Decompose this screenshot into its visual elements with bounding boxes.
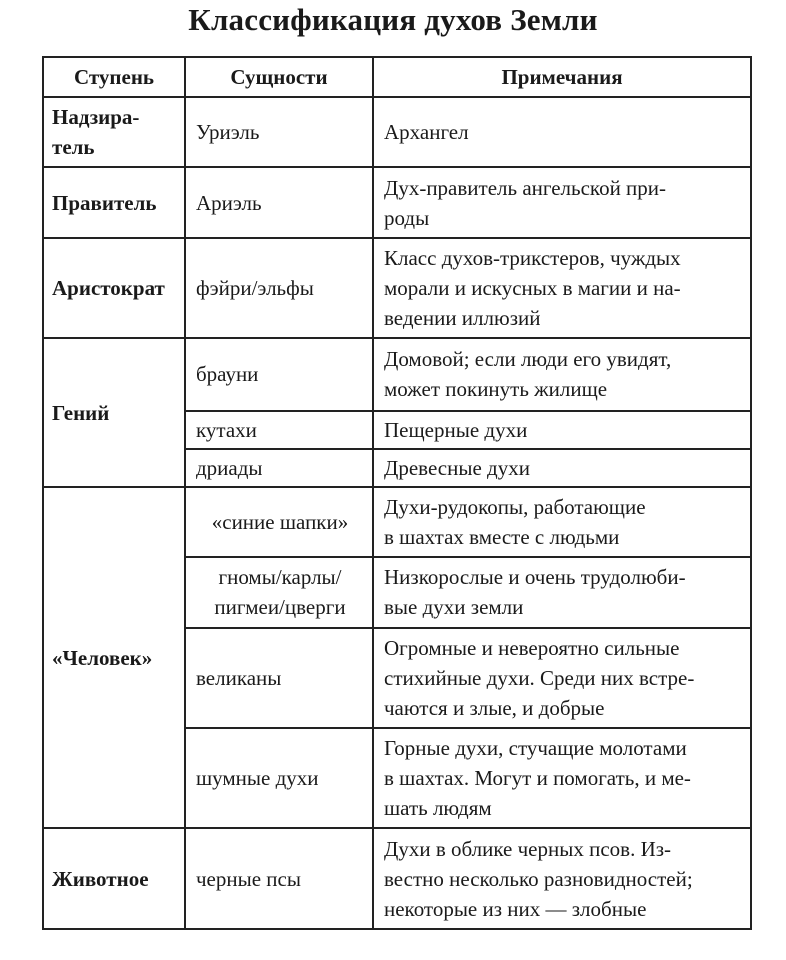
entity-cell (185, 728, 373, 828)
note-text: Горные духи, стучащие молотами в шахтах. Могут и помогать, и ме- шать людям (384, 736, 691, 821)
entity-label: дриады (196, 455, 263, 480)
stage-label: Аристократ (52, 276, 165, 301)
entity-cell (185, 97, 373, 167)
note-cell (373, 97, 751, 167)
table-header-row (43, 57, 751, 97)
note-cell (373, 449, 751, 487)
note-cell (373, 728, 751, 828)
note-cell (373, 487, 751, 557)
entity-label: брауни (196, 362, 259, 387)
note-text: Древесные духи (384, 455, 530, 480)
header-entities: Сущности (185, 57, 373, 97)
stage-cell (43, 828, 185, 929)
note-cell (373, 238, 751, 338)
entity-label: шумные духи (196, 766, 319, 791)
note-text: Духи в облике черных псов. Из- вестно несколько разновидностей; некоторые из них — злобные (384, 836, 693, 921)
table-row (43, 167, 751, 237)
note-cell (373, 828, 751, 929)
entity-cell (185, 487, 373, 557)
header-notes: Примечания (373, 57, 751, 97)
entity-cell (185, 411, 373, 449)
note-text: Архангел (384, 120, 469, 145)
note-text: Низкорослые и очень трудолюби- вые духи земли (384, 565, 686, 620)
entity-cell (185, 338, 373, 410)
stage-label: Надзира- тель (52, 105, 140, 160)
note-text: Духи-рудокопы, работающие в шахтах вместе с людьми (384, 495, 646, 550)
stage-cell (43, 97, 185, 167)
entity-cell (185, 828, 373, 929)
entity-label: кутахи (196, 417, 257, 442)
stage-label: Животное (52, 866, 149, 891)
page-title: Классификация духов Земли (188, 2, 598, 37)
entity-cell (185, 449, 373, 487)
entity-cell (185, 557, 373, 627)
table-row (43, 828, 751, 929)
table-row (43, 338, 751, 410)
stage-label: Гений (52, 400, 110, 425)
stage-cell (43, 238, 185, 338)
entity-label: черные псы (196, 866, 301, 891)
note-cell (373, 338, 751, 410)
entity-label: Ариэль (196, 190, 262, 215)
note-cell (373, 628, 751, 728)
stage-cell (43, 167, 185, 237)
note-text: Дух-правитель ангельской при- роды (384, 175, 667, 230)
entity-label: фэйри/эльфы (196, 276, 314, 301)
stage-label: Правитель (52, 190, 157, 215)
header-stage: Ступень (43, 57, 185, 97)
entity-cell (185, 167, 373, 237)
entity-cell (185, 628, 373, 728)
note-cell (373, 167, 751, 237)
note-text: Огромные и невероятно сильные стихийные духи. Среди них встре- чаются и злые, и добрые (384, 635, 695, 720)
note-text: Класс духов-трикстеров, чуждых морали и искусных в магии и на- ведении иллюзий (384, 246, 681, 331)
spirits-classification-table (42, 56, 752, 930)
stage-label: «Человек» (52, 645, 153, 670)
note-text: Пещерные духи (384, 417, 528, 442)
table-row (43, 238, 751, 338)
entity-label: гномы/карлы/ пигмеи/цверги (214, 565, 346, 620)
note-cell (373, 557, 751, 627)
table-row (43, 487, 751, 557)
entity-label: Уриэль (196, 120, 260, 145)
table-row (43, 97, 751, 167)
note-text: Домовой; если люди его увидят, может покинуть жилище (384, 347, 672, 402)
entity-cell (185, 238, 373, 338)
note-cell (373, 411, 751, 449)
entity-label: великаны (196, 665, 282, 690)
entity-label: «синие шапки» (211, 510, 349, 535)
stage-cell (43, 487, 185, 829)
stage-cell (43, 338, 185, 487)
